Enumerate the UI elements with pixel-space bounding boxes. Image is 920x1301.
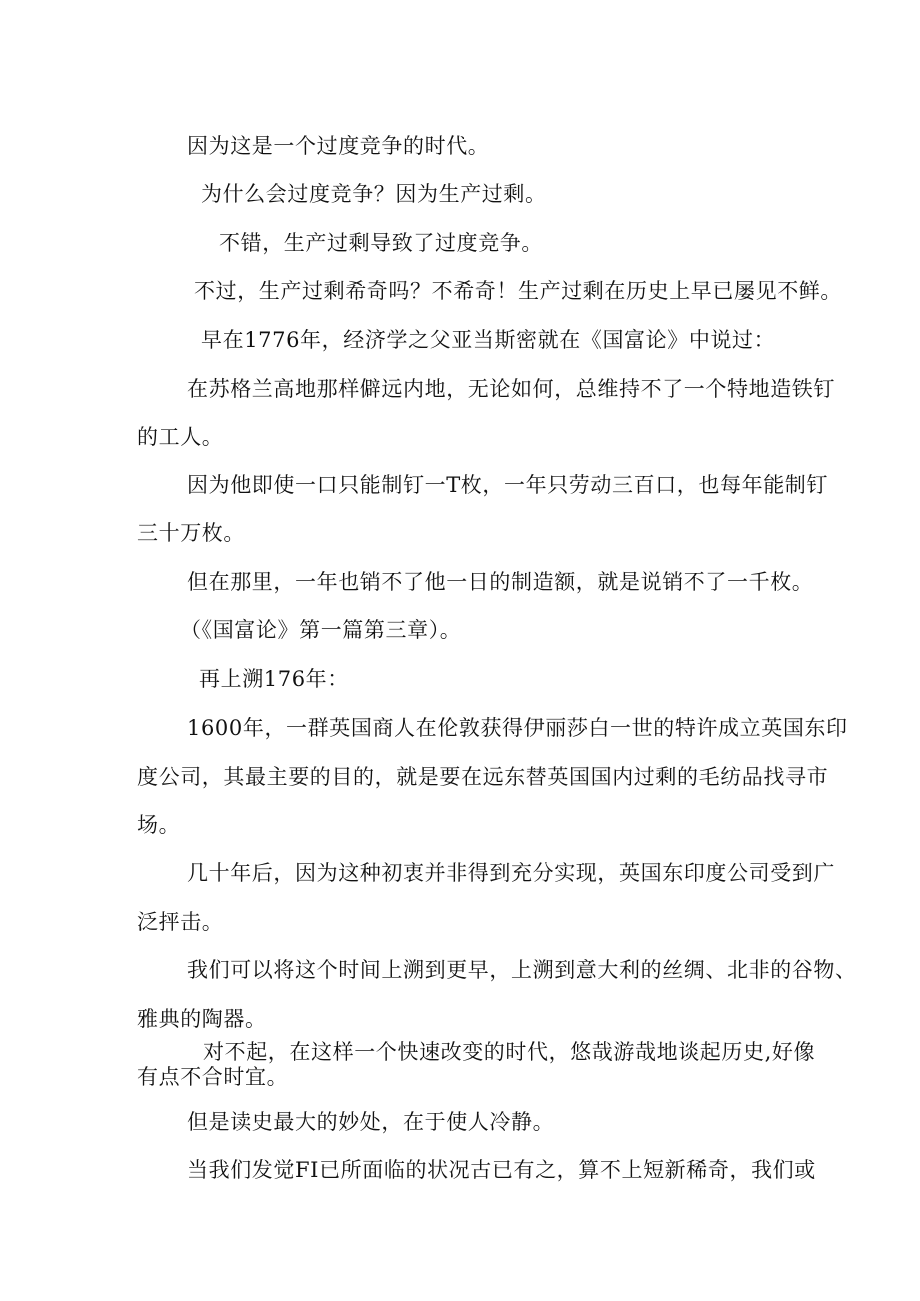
paragraph-line: 早在1776年，经济学之父亚当斯密就在《国富论》中说过：: [201, 328, 776, 352]
paragraph-line: 但在那里，一年也销不了他一日的制造额，就是说销不了一千枚。: [187, 570, 814, 594]
paragraph-line: 不错，生产过剩导致了过度竞争。: [219, 231, 543, 255]
paragraph-line: 场。: [137, 813, 181, 837]
paragraph-line: 对不起，在这样一个快速改变的时代，悠哉游哉地谈起历史,好像: [203, 1040, 816, 1064]
paragraph-line: 当我们发觉FI已所面临的状况古已有之，算不上短新稀奇，我们或: [187, 1158, 816, 1182]
paragraph-line: 雅典的陶器。: [137, 1007, 267, 1031]
paragraph-line: 因为他即使一口只能制钉一T枚，一年只劳动三百口，也每年能制钉: [187, 473, 829, 497]
paragraph-line: 在苏格兰高地那样僻远内地，无论如何，总维持不了一个特地造铁钉: [187, 377, 835, 401]
paragraph-line: 的工人。: [137, 425, 224, 449]
paragraph-line: 几十年后，因为这种初衷并非得到充分实现，英国东印度公司受到广: [187, 861, 835, 885]
paragraph-line: 泛抨击。: [137, 910, 224, 934]
paragraph-line: 再上溯176年：: [199, 667, 349, 691]
paragraph-line: 我们可以将这个时间上溯到更早，上溯到意大利的丝绸、北非的谷物、: [187, 958, 857, 982]
paragraph-line: 但是读史最大的妙处，在于使人冷静。: [187, 1110, 555, 1134]
paragraph-line: （《国富论》第一篇第三章）。: [180, 618, 462, 642]
paragraph-line: 因为这是一个过度竞争的时代。: [187, 134, 490, 158]
paragraph-line: 不过，生产过剩希奇吗？不希奇！生产过剩在历史上早已屡见不鲜。: [194, 279, 842, 303]
paragraph-line: 1600年，一群英国商人在伦敦获得伊丽莎白一世的特许成立英国东印: [187, 716, 848, 740]
paragraph-line: 度公司，其最主要的目的，就是要在远东替英国国内过剩的毛纺品找寻市: [137, 765, 829, 789]
paragraph-line: 有点不合时宜。: [137, 1065, 289, 1089]
paragraph-line: 三十万枚。: [137, 521, 245, 545]
paragraph-line: 为什么会过度竞争？因为生产过剩。: [201, 182, 547, 206]
